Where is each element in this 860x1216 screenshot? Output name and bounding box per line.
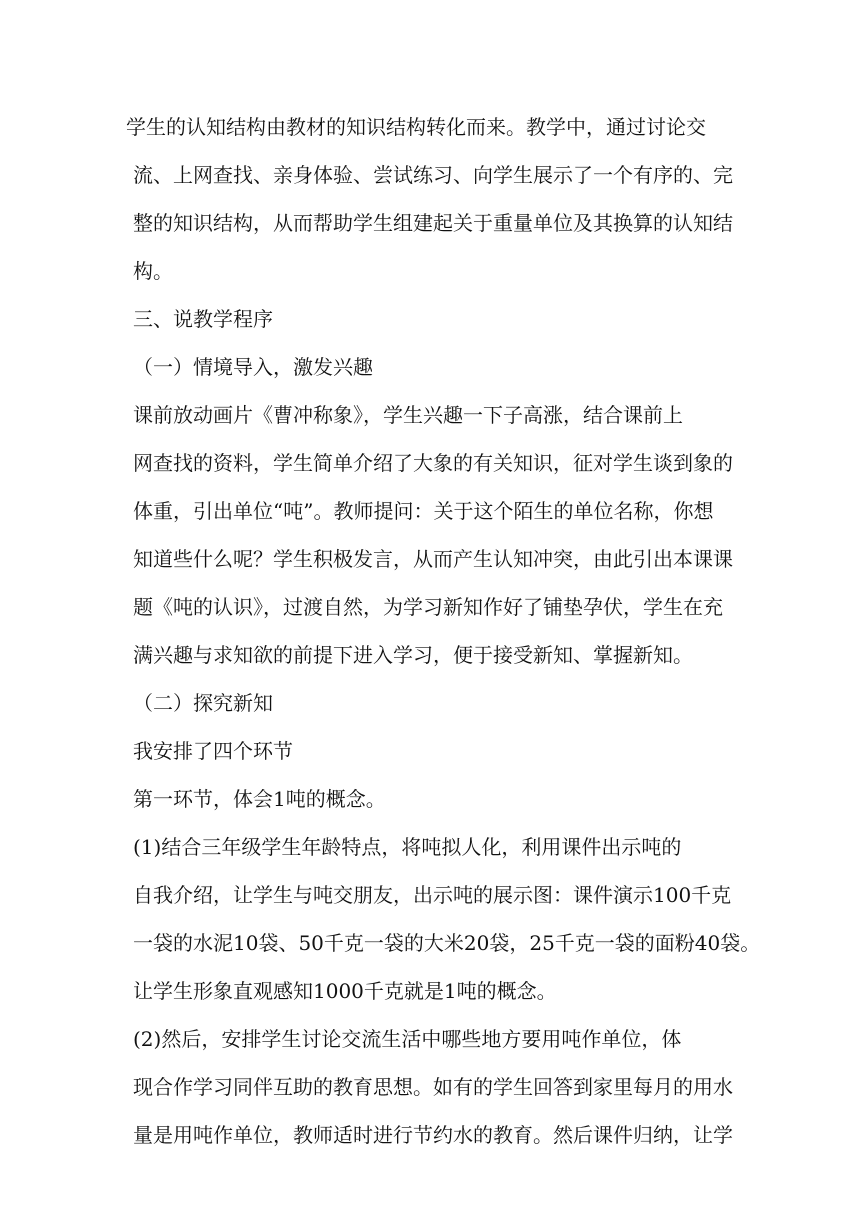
section-heading: 三、说教学程序 [133,307,273,331]
text-line: 整的知识结构，从而帮助学生组建起关于重量单位及其换算的认知结 [133,211,733,235]
text-line: 课前放动画片《曹冲称象》，学生兴趣一下子高涨，结合课前上 [133,403,683,427]
text-line: 构。 [133,259,173,283]
text-line: 体重，引出单位“吨”。教师提问：关于这个陌生的单位名称，你想 [133,499,714,523]
text-line: 第一环节，体会1吨的概念。 [133,787,386,811]
text-line: 让学生形象直观感知1000千克就是1吨的概念。 [133,979,557,1003]
text-line: (1)结合三年级学生年龄特点，将吨拟人化，利用课件出示吨的 [133,835,682,859]
text-line: 一袋的水泥10袋、50千克一袋的大米20袋，25千克一袋的面粉40袋。 [133,931,761,955]
text-line: 我安排了四个环节 [133,739,293,763]
text-line: 自我介绍，让学生与吨交朋友，出示吨的展示图：课件演示100千克 [133,883,732,907]
subsection-heading: （二）探究新知 [133,691,273,715]
text-line: 满兴趣与求知欲的前提下进入学习，便于接受新知、掌握新知。 [133,643,693,667]
text-line: 知道些什么呢？学生积极发言，从而产生认知冲突，由此引出本课课 [133,547,733,571]
text-line: 现合作学习同伴互助的教育思想。如有的学生回答到家里每月的用水 [133,1075,733,1099]
text-line: 量是用吨作单位，教师适时进行节约水的教育。然后课件归纳，让学 [133,1123,733,1147]
subsection-heading: （一）情境导入，激发兴趣 [133,355,373,379]
text-line: (2)然后，安排学生讨论交流生活中哪些地方要用吨作单位，体 [133,1027,682,1051]
text-line: 学生的认知结构由教材的知识结构转化而来。教学中，通过讨论交 [126,115,706,139]
text-line: 网查找的资料，学生简单介绍了大象的有关知识，征对学生谈到象的 [133,451,733,475]
text-line: 题《吨的认识》，过渡自然，为学习新知作好了铺垫孕伏，学生在充 [133,595,723,619]
text-line: 流、上网查找、亲身体验、尝试练习、向学生展示了一个有序的、完 [133,163,733,187]
